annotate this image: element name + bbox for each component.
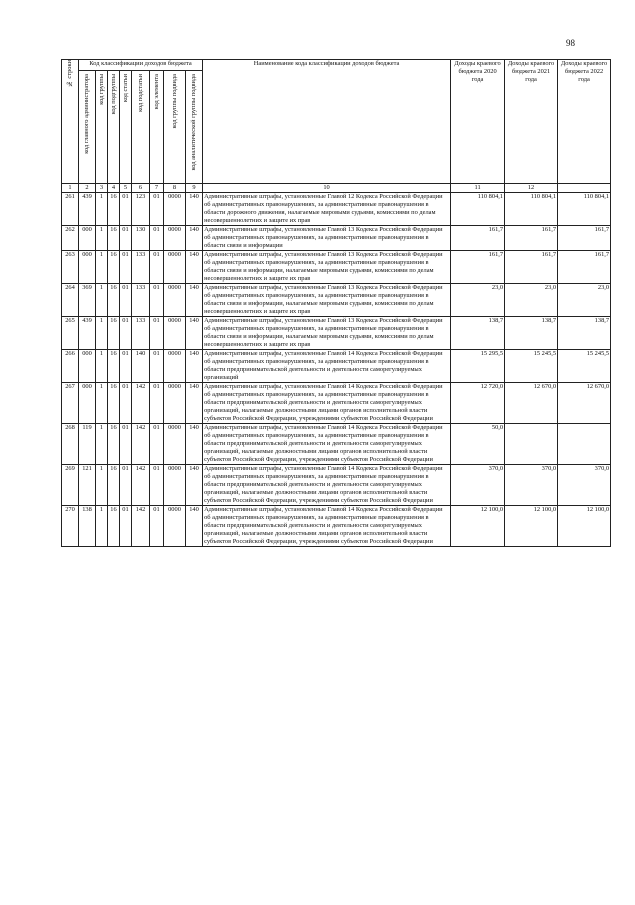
article-code-header: код статьи — [120, 71, 132, 184]
element-code-cell: 01 — [150, 284, 164, 317]
income-2020-cell: 15 295,5 — [451, 350, 505, 383]
admin-code-cell: 121 — [79, 465, 96, 506]
subarticle-code-cell: 142 — [132, 383, 150, 424]
table-row — [62, 506, 611, 547]
table-row — [62, 284, 611, 317]
article-code-cell: 01 — [120, 193, 132, 226]
column-number: 10 — [203, 184, 451, 193]
table-body — [62, 193, 611, 547]
subtype-group-code-cell: 0000 — [164, 350, 186, 383]
subgroup-code-header: код подгруппы — [108, 71, 120, 184]
column-number: 3 — [96, 184, 108, 193]
year-2021-header: Доходы краевого бюджета 2021 года — [505, 60, 558, 184]
subgroup-code-cell: 16 — [108, 251, 120, 284]
group-code-cell: 1 — [96, 350, 108, 383]
income-2022-cell: 15 245,5 — [558, 350, 611, 383]
income-2020-cell: 161,7 — [451, 226, 505, 251]
analytic-group-code-cell: 140 — [186, 226, 203, 251]
income-2022-cell: 370,0 — [558, 465, 611, 506]
subtype-group-code-cell: 0000 — [164, 465, 186, 506]
subgroup-code-cell: 16 — [108, 284, 120, 317]
article-code-cell: 01 — [120, 383, 132, 424]
income-2020-cell: 12 720,0 — [451, 383, 505, 424]
admin-code-cell: 439 — [79, 193, 96, 226]
income-2022-cell: 110 804,1 — [558, 193, 611, 226]
column-number: 7 — [150, 184, 164, 193]
article-code-cell: 01 — [120, 284, 132, 317]
subgroup-code-cell: 16 — [108, 317, 120, 350]
income-2021-cell: 370,0 — [505, 465, 558, 506]
row-number-cell: 269 — [62, 465, 79, 506]
page-number: 98 — [566, 38, 575, 48]
column-number: 9 — [186, 184, 203, 193]
column-number: 11 — [451, 184, 505, 193]
admin-code-cell: 000 — [79, 383, 96, 424]
subtype-group-code-cell: 0000 — [164, 383, 186, 424]
income-2022-cell — [558, 424, 611, 465]
column-number: 8 — [164, 184, 186, 193]
element-code-cell: 01 — [150, 506, 164, 547]
budget-income-table — [61, 59, 611, 547]
income-name-cell: Административные штрафы, установленные Главой 13 Кодекса Российской Федерации об административных правонарушениях, за административные правонарушения в области связи и информации, налагаемые мировыми судьями, комиссиями по делам несовершеннолетних и защите их прав — [203, 284, 451, 317]
column-number — [558, 184, 611, 193]
income-2021-cell: 161,7 — [505, 226, 558, 251]
subarticle-code-cell: 123 — [132, 193, 150, 226]
income-name-cell: Административные штрафы, установленные Главой 14 Кодекса Российской Федерации об административных правонарушениях, за административные правонарушения в области предпринимательской деятельности и деятельности саморегулируемых организаций, налагаемые должностными лицами органов исполнительной власти субъектов Российской Федерации, учреждениями субъектов Российской Федерации — [203, 465, 451, 506]
element-code-cell: 01 — [150, 317, 164, 350]
subtype-group-code-header: код группы подвида — [164, 71, 186, 184]
admin-code-cell: 000 — [79, 251, 96, 284]
income-2021-cell: 15 245,5 — [505, 350, 558, 383]
column-number: 6 — [132, 184, 150, 193]
element-code-cell: 01 — [150, 383, 164, 424]
group-code-cell: 1 — [96, 193, 108, 226]
income-2021-cell: 12 670,0 — [505, 383, 558, 424]
column-number: 5 — [120, 184, 132, 193]
article-code-cell: 01 — [120, 465, 132, 506]
analytic-group-code-cell: 140 — [186, 251, 203, 284]
group-code-cell: 1 — [96, 226, 108, 251]
income-name-cell: Административные штрафы, установленные Главой 14 Кодекса Российской Федерации об административных правонарушениях, за административные правонарушения в области предпринимательской деятельности и деятельности саморегулируемых организаций, налагаемые должностными лицами органов исполнительной власти субъектов Российской Федерации, учреждениями субъектов Российской Федерации — [203, 424, 451, 465]
subarticle-code-cell: 130 — [132, 226, 150, 251]
analytic-group-code-cell: 140 — [186, 506, 203, 547]
element-code-cell: 01 — [150, 350, 164, 383]
table-row — [62, 424, 611, 465]
subarticle-code-cell: 133 — [132, 251, 150, 284]
group-code-cell: 1 — [96, 383, 108, 424]
income-2020-cell: 161,7 — [451, 251, 505, 284]
subtype-group-code-cell: 0000 — [164, 506, 186, 547]
article-code-cell: 01 — [120, 317, 132, 350]
income-2022-cell: 161,7 — [558, 226, 611, 251]
element-code-cell: 01 — [150, 465, 164, 506]
row-number-cell: 265 — [62, 317, 79, 350]
row-number-cell: 261 — [62, 193, 79, 226]
income-name-cell: Административные штрафы, установленные Главой 13 Кодекса Российской Федерации об административных правонарушениях, за административные правонарушения в области связи и информации — [203, 226, 451, 251]
year-2022-header: Доходы краевого бюджета 2022 года — [558, 60, 611, 184]
article-code-cell: 01 — [120, 251, 132, 284]
row-number-cell: 264 — [62, 284, 79, 317]
group-code-header: код группы — [96, 71, 108, 184]
income-name-cell: Административные штрафы, установленные Главой 14 Кодекса Российской Федерации об административных правонарушениях, за административные правонарушения в области предпринимательской деятельности и деятельности саморегулируемых организаций, налагаемые должностными лицами органов исполнительной власти субъектов Российской Федерации, учреждениями субъектов Российской Федерации — [203, 506, 451, 547]
analytic-group-code-cell: 140 — [186, 284, 203, 317]
income-2021-cell: 23,0 — [505, 284, 558, 317]
column-number: 2 — [79, 184, 96, 193]
income-name-cell: Административные штрафы, установленные Главой 14 Кодекса Российской Федерации об административных правонарушениях, за административные правонарушения в области предпринимательской деятельности и деятельности саморегулируемых организаций — [203, 350, 451, 383]
subtype-group-code-cell: 0000 — [164, 424, 186, 465]
income-2020-cell: 50,0 — [451, 424, 505, 465]
element-code-cell: 01 — [150, 424, 164, 465]
element-code-cell: 01 — [150, 251, 164, 284]
table-row — [62, 465, 611, 506]
income-2022-cell: 23,0 — [558, 284, 611, 317]
admin-code-cell: 000 — [79, 226, 96, 251]
income-2021-cell — [505, 424, 558, 465]
year-2020-header: Доходы краевого бюджета 2020 года — [451, 60, 505, 184]
table-row — [62, 317, 611, 350]
analytic-group-code-cell: 140 — [186, 317, 203, 350]
admin-code-cell: 439 — [79, 317, 96, 350]
income-2022-cell: 12 100,0 — [558, 506, 611, 547]
group-code-cell: 1 — [96, 251, 108, 284]
income-name-cell: Административные штрафы, установленные Главой 13 Кодекса Российской Федерации об административных правонарушениях, за административные правонарушения в области связи и информации, налагаемые мировыми судьями, комиссиями по делам несовершеннолетних и защите их прав — [203, 317, 451, 350]
analytic-group-code-cell: 140 — [186, 350, 203, 383]
income-2022-cell: 161,7 — [558, 251, 611, 284]
admin-code-cell: 000 — [79, 350, 96, 383]
subtype-group-code-cell: 0000 — [164, 251, 186, 284]
row-number-cell: 268 — [62, 424, 79, 465]
income-name-cell: Административные штрафы, установленные Главой 13 Кодекса Российской Федерации об административных правонарушениях, за административные правонарушения в области связи и информации, налагаемые мировыми судьями, комиссиями по делам несовершеннолетних и защите их прав — [203, 251, 451, 284]
table-row — [62, 383, 611, 424]
subgroup-code-cell: 16 — [108, 193, 120, 226]
subgroup-code-cell: 16 — [108, 506, 120, 547]
table-row — [62, 226, 611, 251]
element-code-header: код элемента — [150, 71, 164, 184]
article-code-cell: 01 — [120, 226, 132, 251]
subtype-group-code-cell: 0000 — [164, 284, 186, 317]
admin-code-cell: 119 — [79, 424, 96, 465]
subarticle-code-cell: 142 — [132, 424, 150, 465]
subarticle-code-cell: 133 — [132, 317, 150, 350]
subtype-group-code-cell: 0000 — [164, 226, 186, 251]
group-code-cell: 1 — [96, 465, 108, 506]
row-number-cell: 266 — [62, 350, 79, 383]
table-row — [62, 350, 611, 383]
subgroup-code-cell: 16 — [108, 383, 120, 424]
element-code-cell: 01 — [150, 226, 164, 251]
income-2021-cell: 12 100,0 — [505, 506, 558, 547]
column-number: 1 — [62, 184, 79, 193]
subarticle-code-cell: 133 — [132, 284, 150, 317]
subgroup-code-cell: 16 — [108, 226, 120, 251]
income-2020-cell: 12 100,0 — [451, 506, 505, 547]
admin-code-cell: 369 — [79, 284, 96, 317]
analytic-group-code-cell: 140 — [186, 465, 203, 506]
subarticle-code-cell: 142 — [132, 465, 150, 506]
admin-code-header: код главного администратора — [79, 71, 96, 184]
row-number-cell: 263 — [62, 251, 79, 284]
income-name-cell: Административные штрафы, установленные Главой 14 Кодекса Российской Федерации об административных правонарушениях, за административные правонарушения в области предпринимательской деятельности и деятельности саморегулируемых организаций, налагаемые должностными лицами органов исполнительной власти субъектов Российской Федерации, учреждениями субъектов Российской Федерации — [203, 383, 451, 424]
article-code-cell: 01 — [120, 424, 132, 465]
article-code-cell: 01 — [120, 350, 132, 383]
income-name-cell: Административные штрафы, установленные Главой 12 Кодекса Российской Федерации об административных правонарушениях, за административные правонарушения в области дорожного движения, налагаемые мировыми судьями, комиссиями по делам несовершеннолетних и защите их прав — [203, 193, 451, 226]
income-2020-cell: 370,0 — [451, 465, 505, 506]
column-number: 12 — [505, 184, 558, 193]
subarticle-code-header: код подстатьи — [132, 71, 150, 184]
admin-code-cell: 138 — [79, 506, 96, 547]
column-number: 4 — [108, 184, 120, 193]
income-2020-cell: 138,7 — [451, 317, 505, 350]
group-code-cell: 1 — [96, 317, 108, 350]
column-numbers-row — [62, 184, 611, 193]
article-code-cell: 01 — [120, 506, 132, 547]
group-code-cell: 1 — [96, 424, 108, 465]
subtype-group-code-cell: 0000 — [164, 317, 186, 350]
income-2021-cell: 138,7 — [505, 317, 558, 350]
row-number-cell: 267 — [62, 383, 79, 424]
income-2021-cell: 110 804,1 — [505, 193, 558, 226]
analytic-group-code-cell: 140 — [186, 383, 203, 424]
income-2022-cell: 12 670,0 — [558, 383, 611, 424]
table-header — [62, 60, 611, 193]
row-number-cell: 270 — [62, 506, 79, 547]
subtype-group-code-cell: 0000 — [164, 193, 186, 226]
analytic-group-code-header: код аналитической группы подвида — [186, 71, 203, 184]
subgroup-code-cell: 16 — [108, 350, 120, 383]
table-row — [62, 251, 611, 284]
income-2021-cell: 161,7 — [505, 251, 558, 284]
group-code-cell: 1 — [96, 506, 108, 547]
subgroup-code-cell: 16 — [108, 424, 120, 465]
analytic-group-code-cell: 140 — [186, 193, 203, 226]
income-2022-cell: 138,7 — [558, 317, 611, 350]
name-header: Наименование кода классификации доходов бюджета — [203, 60, 451, 184]
income-2020-cell: 110 804,1 — [451, 193, 505, 226]
row-number-header: № строки — [62, 60, 79, 184]
analytic-group-code-cell: 140 — [186, 424, 203, 465]
subgroup-code-cell: 16 — [108, 465, 120, 506]
table-row — [62, 193, 611, 226]
subarticle-code-cell: 140 — [132, 350, 150, 383]
row-number-cell: 262 — [62, 226, 79, 251]
income-2020-cell: 23,0 — [451, 284, 505, 317]
subarticle-code-cell: 142 — [132, 506, 150, 547]
group-code-cell: 1 — [96, 284, 108, 317]
element-code-cell: 01 — [150, 193, 164, 226]
code-group-header: Код классификации доходов бюджета — [79, 60, 203, 71]
